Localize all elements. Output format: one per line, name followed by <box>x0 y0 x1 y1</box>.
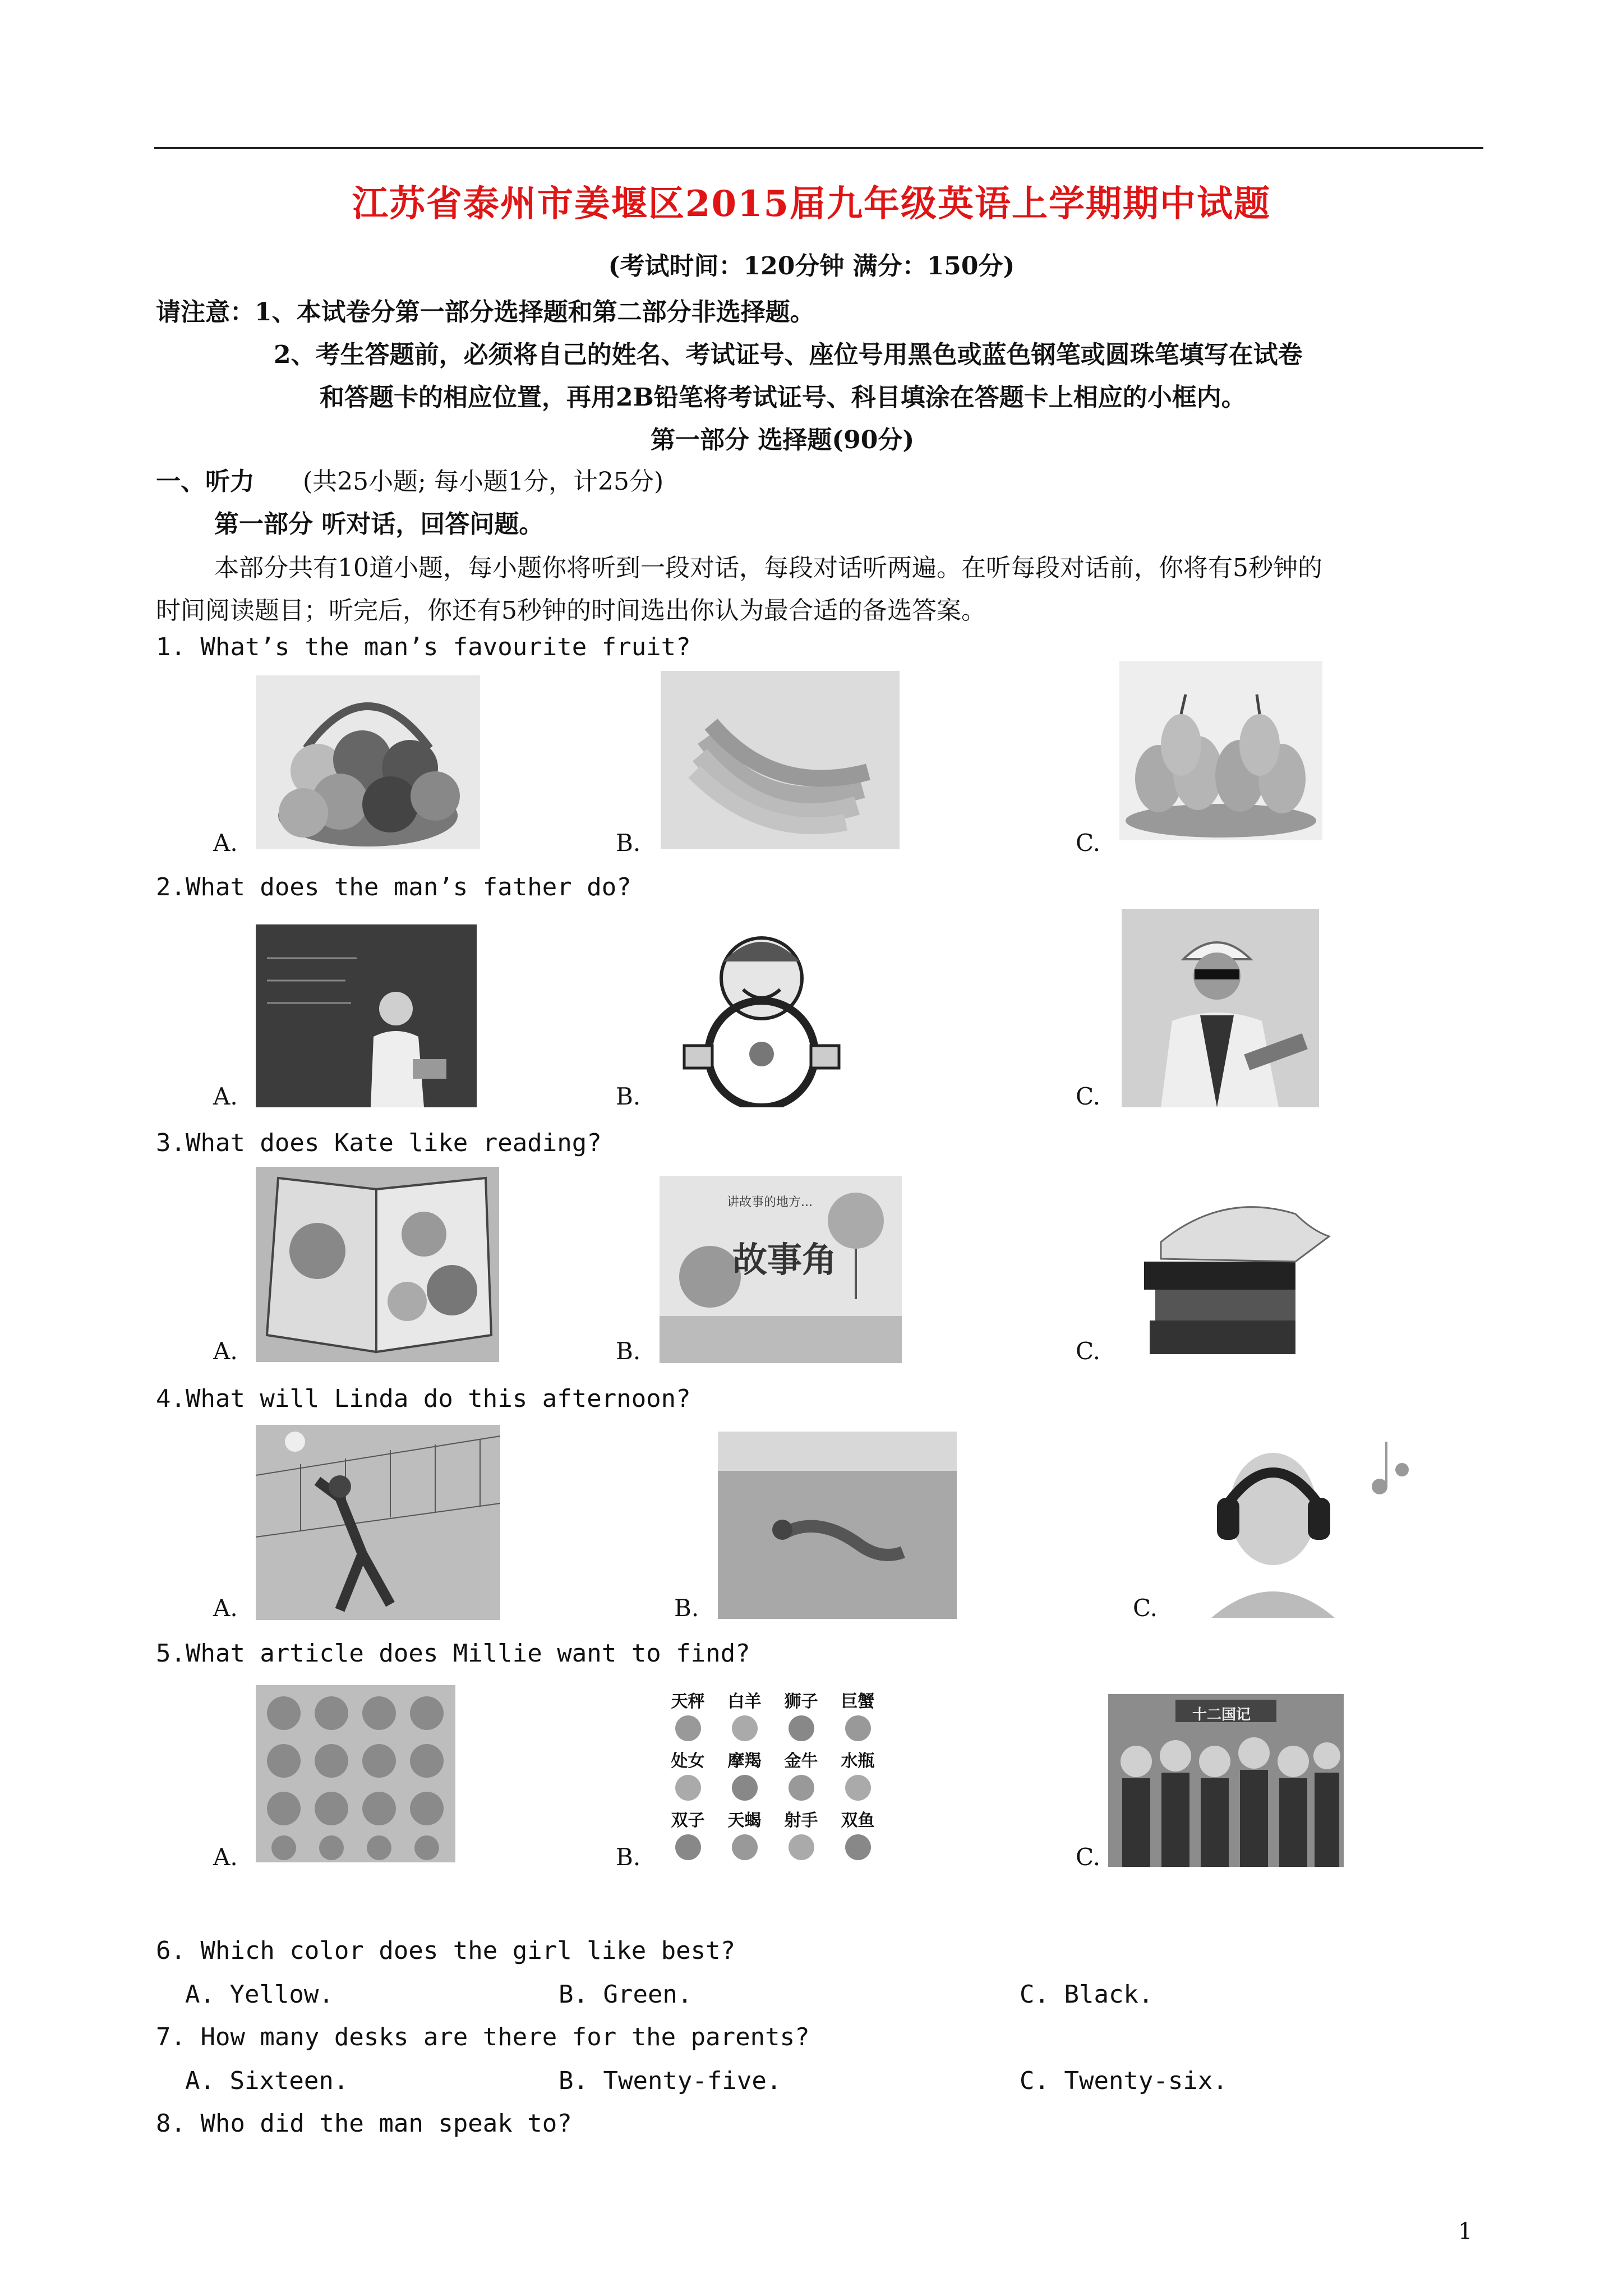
q6-option-c[interactable]: C. Black. <box>1020 1980 1154 2009</box>
story-small-text: 讲故事的地方... <box>727 1195 813 1209</box>
notice-1: 请注意：1、本试卷分第一部分选择题和第二部分非选择题。 <box>156 298 815 326</box>
question-7: 7. How many desks are there for the parents? <box>156 2023 810 2051</box>
zodiac-label: 巨蟹 <box>841 1692 875 1711</box>
top-rule <box>154 147 1483 149</box>
zodiac-label: 天蝎 <box>727 1811 762 1830</box>
teacher-at-blackboard-image[interactable] <box>256 924 477 1107</box>
q4-option-b[interactable]: B. <box>674 1594 699 1622</box>
page-title: 江苏省泰州市姜堰区2015届九年级英语上学期期中试题 <box>352 183 1271 225</box>
pears-image[interactable] <box>1119 661 1322 840</box>
q7-option-c[interactable]: C. Twenty-six. <box>1020 2067 1228 2095</box>
question-8: 8. Who did the man speak to? <box>156 2109 572 2138</box>
q4-option-a[interactable]: A. <box>213 1594 238 1622</box>
sub-heading: 第一部分 听对话，回答问题。 <box>214 510 544 539</box>
notice-2b: 和答题卡的相应位置，再用2B铅笔将考试证号、科目填涂在答题卡上相应的小框内。 <box>320 383 1246 412</box>
section-heading: 一、听力 <box>156 467 255 496</box>
story-corner-text: 故事角 <box>732 1239 837 1280</box>
question-1: 1. What’s the man’s favourite fruit? <box>156 633 691 661</box>
engineer-with-helmet-image[interactable] <box>1122 909 1319 1107</box>
q1-option-b[interactable]: B. <box>616 829 641 857</box>
zodiac-label: 双鱼 <box>841 1811 875 1830</box>
q6-option-b[interactable]: B. Green. <box>559 1980 693 2009</box>
question-5: 5.What article does Millie want to find? <box>156 1639 750 1668</box>
zodiac-label: 白羊 <box>727 1692 762 1711</box>
star-signs-chart-image[interactable] <box>660 1687 886 1867</box>
zodiac-label: 狮子 <box>784 1692 818 1711</box>
exam-info: (考试时间：120分钟 满分：150分) <box>608 252 1015 280</box>
woman-with-headphones-image[interactable] <box>1178 1419 1427 1618</box>
volleyball-player-image[interactable] <box>256 1425 500 1620</box>
poster-title: 十二国记 <box>1192 1706 1251 1723</box>
zodiac-label: 摩羯 <box>727 1751 762 1771</box>
zodiac-label: 射手 <box>784 1811 818 1830</box>
q5-option-c[interactable]: C. <box>1076 1843 1100 1871</box>
page-number: 1 <box>1458 2219 1473 2244</box>
question-6: 6. Which color does the girl like best? <box>156 1936 736 1965</box>
q1-option-c[interactable]: C. <box>1076 829 1100 857</box>
q3-option-a[interactable]: A. <box>213 1337 238 1365</box>
bananas-image[interactable] <box>661 671 900 849</box>
q2-option-a[interactable]: A. <box>213 1083 238 1110</box>
swimmer-underwater-image[interactable] <box>718 1432 957 1619</box>
q2-option-b[interactable]: B. <box>616 1083 641 1110</box>
q4-option-c[interactable]: C. <box>1133 1594 1158 1622</box>
q1-option-a[interactable]: A. <box>213 829 238 857</box>
cartoon-characters-group-image[interactable] <box>1108 1694 1344 1867</box>
q7-option-b[interactable]: B. Twenty-five. <box>559 2067 782 2095</box>
question-4: 4.What will Linda do this afternoon? <box>156 1384 691 1413</box>
q6-option-a[interactable]: A. Yellow. <box>185 1980 334 2009</box>
zodiac-label: 金牛 <box>784 1751 818 1771</box>
q5-option-b[interactable]: B. <box>616 1843 641 1871</box>
q3-option-b[interactable]: B. <box>616 1337 641 1365</box>
zodiac-label: 天秤 <box>671 1692 705 1711</box>
question-2: 2.What does the man’s father do? <box>156 873 631 901</box>
part-one-heading: 第一部分 选择题(90分) <box>651 426 915 454</box>
q7-option-a[interactable]: A. Sixteen. <box>185 2067 349 2095</box>
zodiac-label: 双子 <box>671 1811 705 1830</box>
section-heading-note: (共25小题; 每小题1分，计25分) <box>303 467 664 496</box>
story-corner-cartoon-image[interactable] <box>660 1176 902 1363</box>
q3-option-c[interactable]: C. <box>1076 1337 1100 1365</box>
q2-option-c[interactable]: C. <box>1076 1083 1100 1110</box>
question-3: 3.What does Kate like reading? <box>156 1129 602 1157</box>
instructions-1: 本部分共有10道小题，每小题你将听到一段对话，每段对话听两遍。在听每段对话前，你将有5秒钟的 <box>214 554 1322 582</box>
zodiac-label: 处女 <box>671 1751 705 1771</box>
instructions-2: 时间阅读题目；听完后，你还有5秒钟的时间选出你认为最合适的备选答案。 <box>156 596 986 625</box>
comic-book-image[interactable] <box>256 1167 499 1362</box>
stack-of-books-image[interactable] <box>1127 1180 1345 1365</box>
apples-in-basket-image[interactable] <box>256 675 480 849</box>
driver-cartoon-image[interactable] <box>662 917 861 1107</box>
q5-option-a[interactable]: A. <box>213 1843 238 1871</box>
notice-2a: 2、考生答题前，必须将自己的姓名、考试证号、座位号用黑色或蓝色钢笔或圆珠笔填写在试卷 <box>274 341 1303 369</box>
chinese-zodiac-animals-image[interactable] <box>256 1685 455 1862</box>
zodiac-label: 水瓶 <box>841 1751 875 1771</box>
